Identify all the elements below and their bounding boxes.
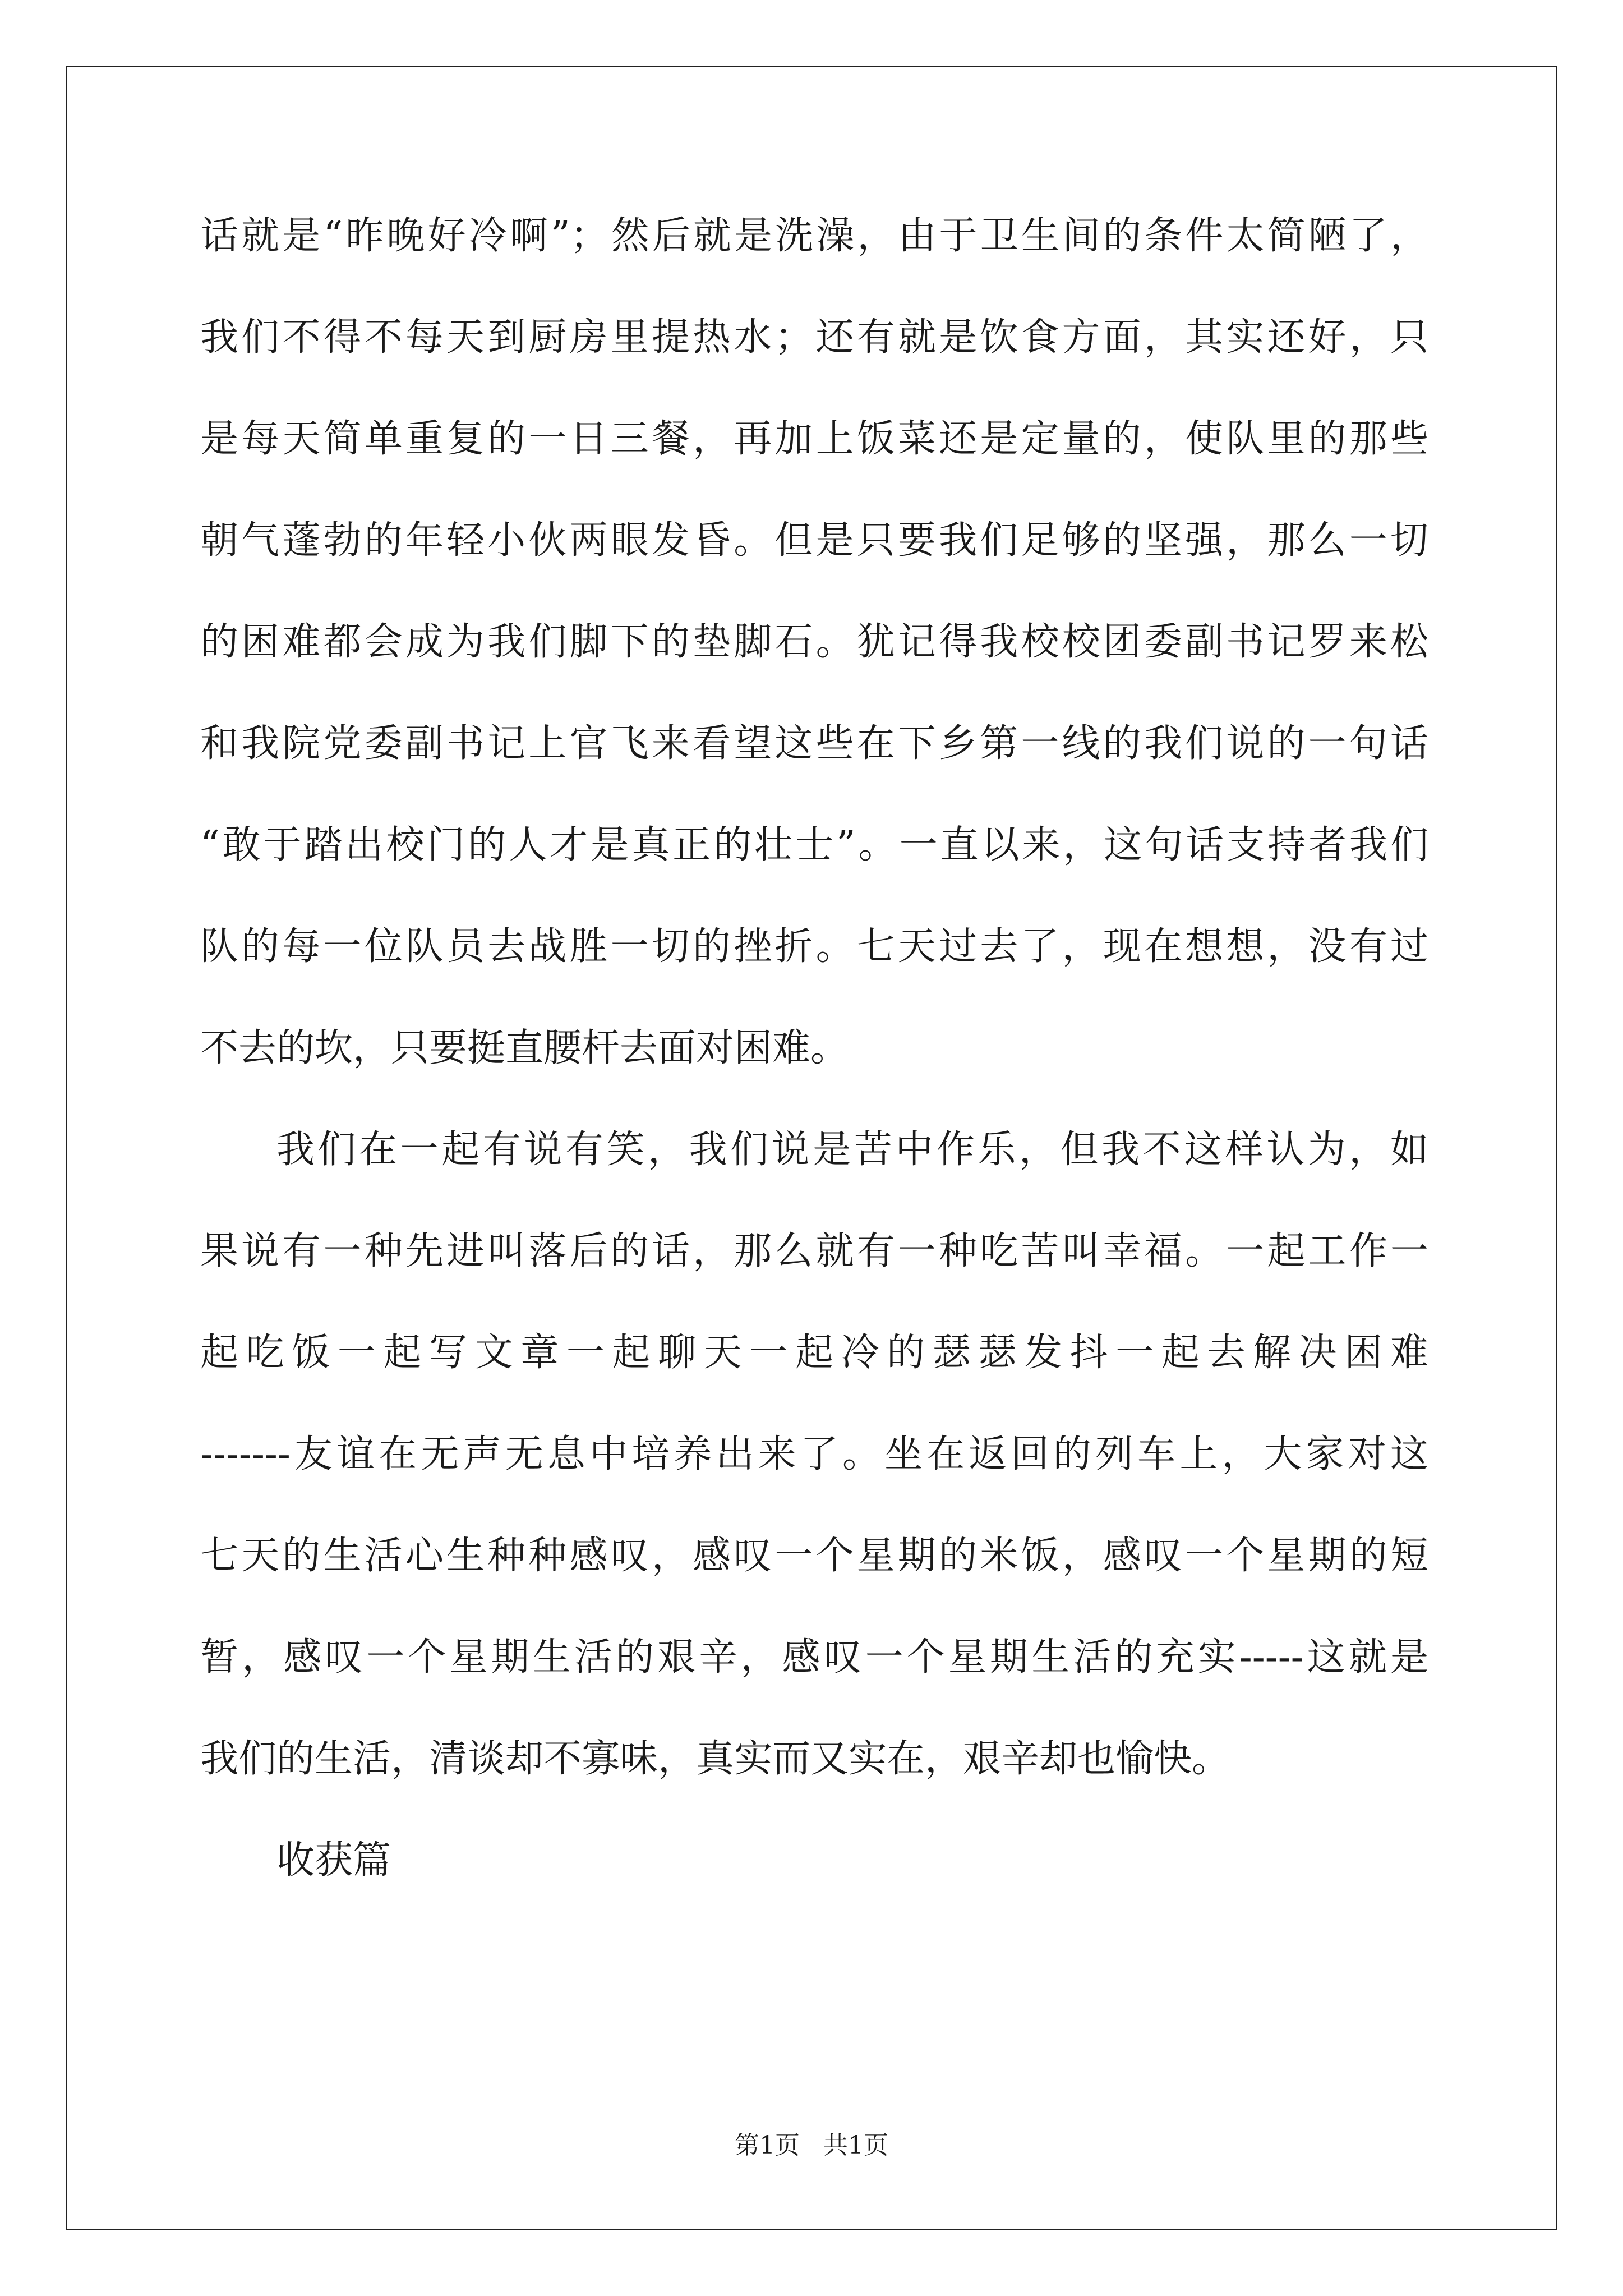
- text-line: -------友谊在无声无息中培养出来了。坐在返回的列车上，大家对这: [200, 1432, 1428, 1476]
- section-heading: 收获篇: [276, 1838, 391, 1883]
- text-line: 话就是“昨晚好冷啊”；然后就是洗澡，由于卫生间的条件太简陋了，: [200, 214, 1428, 258]
- text-line: 我们不得不每天到厨房里提热水；还有就是饮食方面，其实还好，只: [200, 315, 1428, 360]
- document-body: [200, 210, 1428, 1936]
- text-line: 队的每一位队员去战胜一切的挫折。七天过去了，现在想想，没有过: [200, 924, 1428, 969]
- text-line: 和我院党委副书记上官飞来看望这些在下乡第一线的我们说的一句话: [200, 721, 1428, 766]
- text-line: 不去的坎，只要挺直腰杆去面对困难。: [200, 1026, 849, 1070]
- page-number-footer: 第1页 共1页: [735, 2131, 888, 2160]
- text-line: 暂，感叹一个星期生活的艰辛，感叹一个星期生活的充实-----这就是: [200, 1635, 1428, 1680]
- text-line: 的困难都会成为我们脚下的垫脚石。犹记得我校校团委副书记罗来松: [200, 620, 1428, 664]
- text-line: 朝气蓬勃的年轻小伙两眼发昏。但是只要我们足够的坚强，那么一切: [200, 518, 1428, 563]
- paragraph-first-line: 我们在一起有说有笑，我们说是苦中作乐，但我不这样认为，如: [276, 1128, 1428, 1172]
- text-line: 我们的生活，清谈却不寡味，真实而又实在，艰辛却也愉快。: [200, 1737, 1230, 1781]
- text-line: “敢于踏出校门的人才是真正的壮士”。一直以来，这句话支持者我们: [200, 823, 1428, 867]
- text-line: 是每天简单重复的一日三餐，再加上饭菜还是定量的，使队里的那些: [200, 417, 1428, 461]
- text-line: 起吃饭一起写文章一起聊天一起冷的瑟瑟发抖一起去解决困难: [200, 1331, 1428, 1375]
- text-line: 果说有一种先进叫落后的话，那么就有一种吃苦叫幸福。一起工作一: [200, 1229, 1428, 1273]
- text-line: 七天的生活心生种种感叹，感叹一个星期的米饭，感叹一个星期的短: [200, 1534, 1428, 1578]
